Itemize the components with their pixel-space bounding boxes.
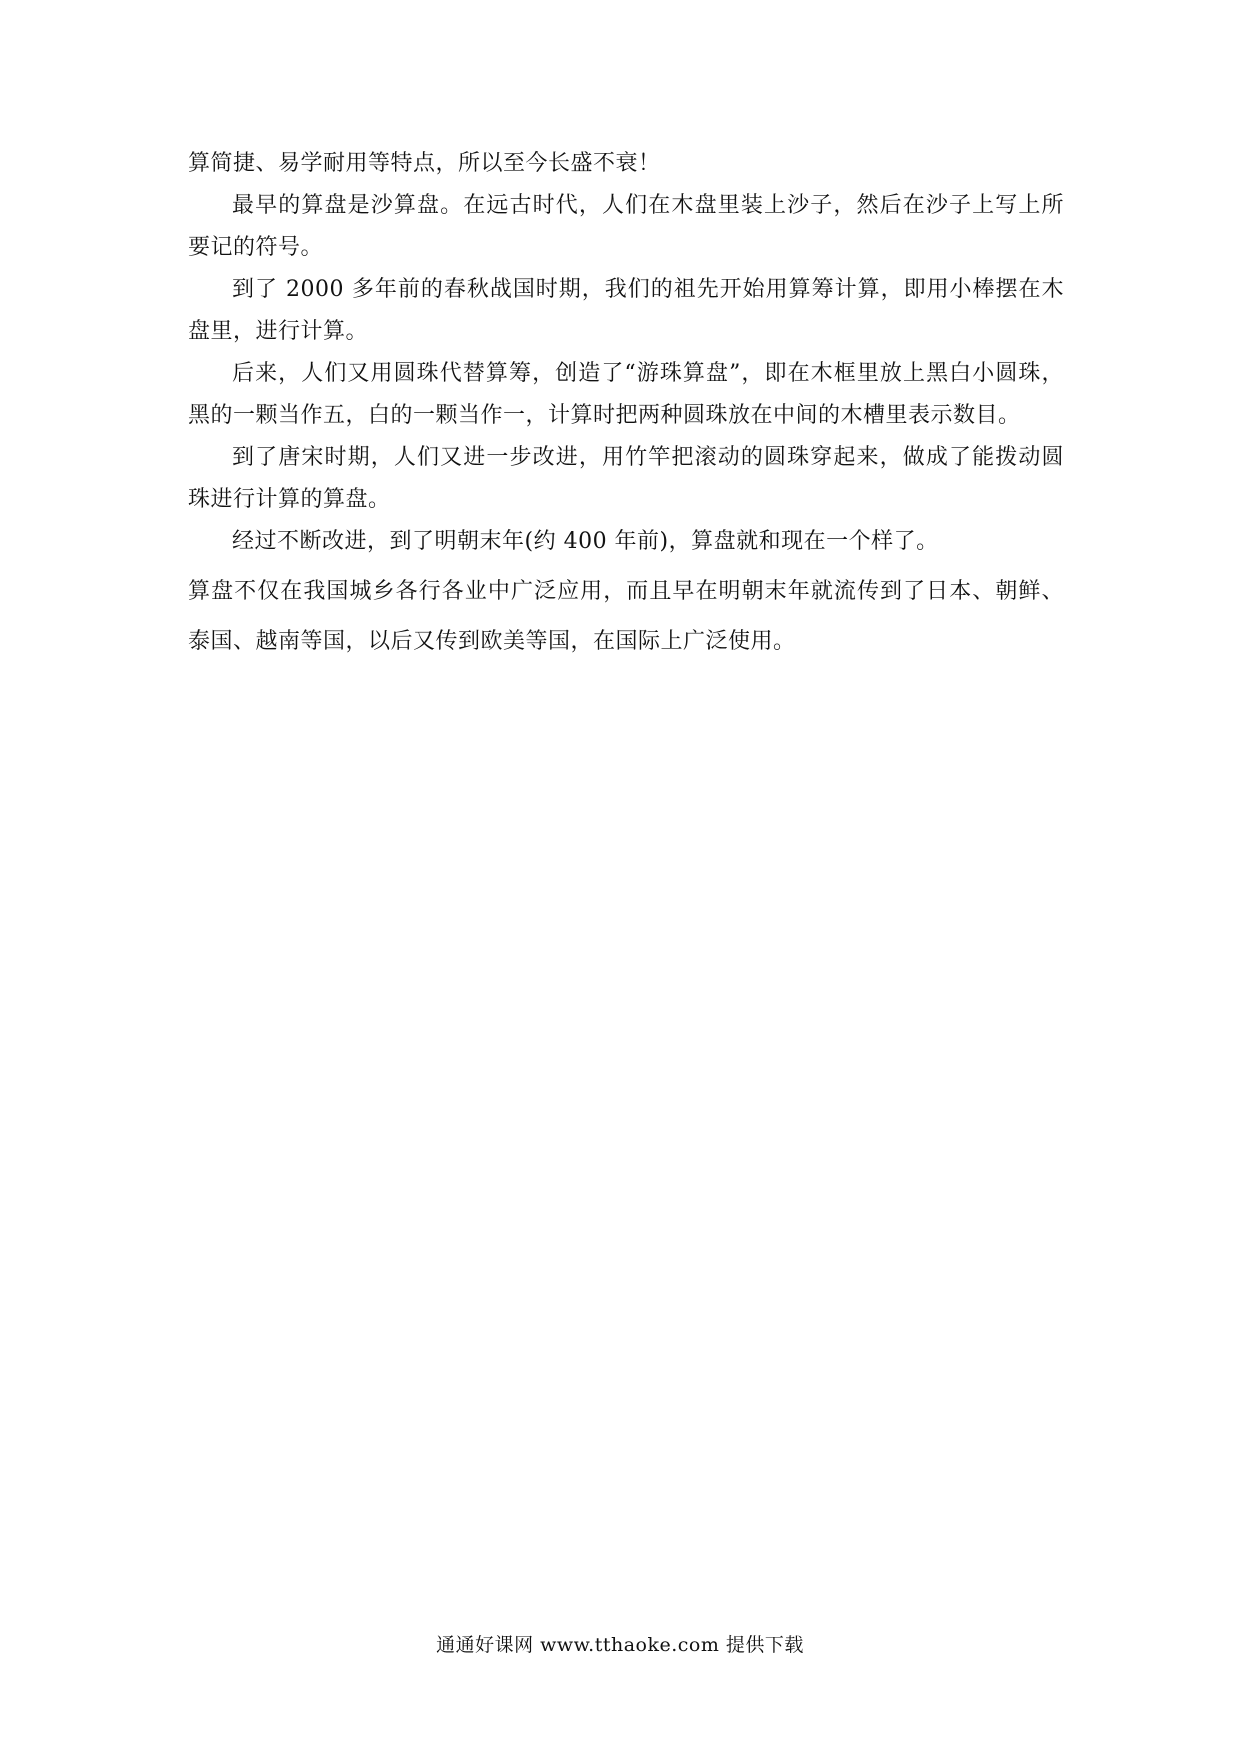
paragraph-5: 到了唐宋时期，人们又进一步改进，用竹竿把滚动的圆珠穿起来，做成了能拨动圆珠进行计算的算盘。 <box>188 445 1064 512</box>
paragraph-2: 最早的算盘是沙算盘。在远古时代，人们在木盘里装上沙子，然后在沙子上写上所要记的符号。 <box>188 193 1064 260</box>
paragraph-1: 算简捷、易学耐用等特点，所以至今长盛不衰！ <box>188 151 661 176</box>
paragraph-3: 到了 2000 多年前的春秋战国时期，我们的祖先开始用算筹计算，即用小棒摆在木盘里，进行计算。 <box>188 277 1064 344</box>
paragraph-6: 经过不断改进，到了明朝末年(约 400 年前)，算盘就和现在一个样了。 <box>232 529 939 554</box>
body-text <box>188 143 1064 667</box>
paragraph-4: 后来，人们又用圆珠代替算筹，创造了“游珠算盘”，即在木框里放上黑白小圆珠，黑的一颗当作五，白的一颗当作一，计算时把两种圆珠放在中间的木槽里表示数目。 <box>188 361 1064 428</box>
page-footer: 通通好课网 www.tthaoke.com 提供下载 <box>436 1634 804 1656</box>
paragraph-7: 算盘不仅在我国城乡各行各业中广泛应用，而且早在明朝末年就流传到了日本、朝鲜、泰国、越南等国，以后又传到欧美等国，在国际上广泛使用。 <box>188 579 1064 654</box>
